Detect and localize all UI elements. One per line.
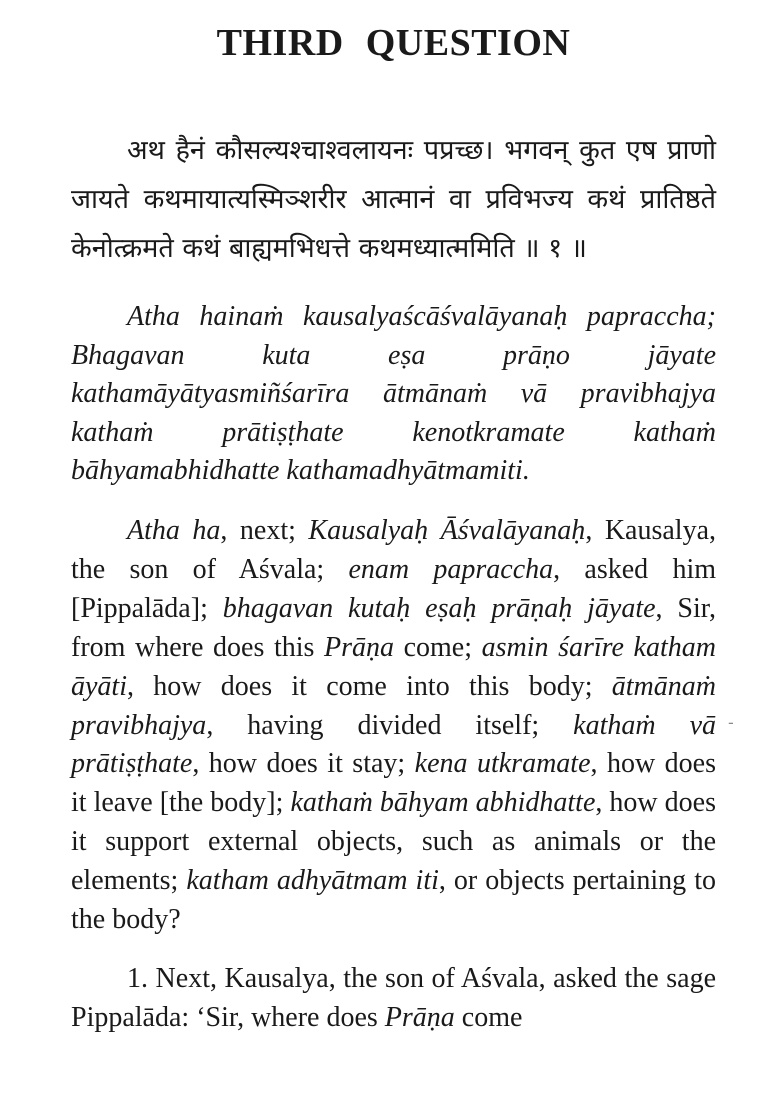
commentary-gloss: come; (394, 631, 482, 663)
commentary-gloss: , asked him [Pippalāda]; (71, 553, 716, 624)
commentary-gloss: , next; (220, 514, 309, 546)
commentary-gloss: , or objects pertaining to the body? (71, 865, 717, 936)
margin-mark: - (728, 713, 734, 732)
commentary-term: kathaṁ vā prātiṣṭhate (71, 709, 716, 780)
commentary-term: enam papraccha (348, 553, 554, 585)
sanskrit-verse: अथ हैनं कौसल्यश्चाश्वलायनः पप्रच्छ। भगवन् कुत एष प्राणो जायते कथमायात्यस्मिञ्शरीर आत्मानं वा प्रविभज्य कथं प्रातिष्ठते केनोत्क्रमते कथं बाह्यमभिधत्ते कथमध्यात्ममिति ॥ १ ॥ (71, 135, 716, 264)
translation-text: 1. Next, Kausalya, the son of Aśvala, asked the sage Pippalāda: ‘Sir, where does (71, 962, 716, 1033)
title-word-question: QUESTION (365, 22, 571, 64)
commentary-term: asmin śarīre katham āyāti (71, 631, 716, 702)
document-page (71, 0, 716, 1038)
commentary-term: bhagavan kutaḥ eṣaḥ prāṇaḥ jāyate (222, 592, 656, 624)
commentary-term: Atha ha (127, 514, 221, 546)
verse-transliteration: Atha hainaṁ kausalyaścāśvalāyanaḥ papraccha; Bhagavan kuta eṣa prāṇo jāyate kathamāyātyasmiñśarīra ātmānaṁ vā pravibhajya kathaṁ prātiṣṭhate kenotkramate kathaṁ bāhyamabhidhatte kathamadhyātmamiti. (71, 301, 716, 487)
commentary-term: kathaṁ bāhyam abhidhatte (290, 787, 596, 819)
title-word-third: THIRD (216, 22, 344, 64)
commentary-gloss: , having divided itself; (206, 709, 574, 741)
translation-term: Prāṇa (384, 1001, 455, 1033)
commentary-term: ātmānaṁ pravibhajya (71, 670, 716, 741)
commentary-gloss: , Sir, from where does this (71, 592, 716, 663)
commentary-gloss: , Kausalya, the son of Aśvala; (71, 514, 716, 585)
commentary-term: kena utkramate (414, 748, 591, 780)
commentary-gloss: , how does it support external objects, such as animals or the elements; (71, 787, 717, 897)
commentary-gloss: , how does it stay; (192, 748, 415, 780)
word-by-word-commentary (71, 512, 716, 940)
commentary-gloss: , how does it leave [the body]; (71, 748, 716, 819)
commentary-term: Prāṇa (324, 631, 394, 663)
verse-translation (71, 960, 716, 1038)
commentary-term: katham adhyātmam iti (186, 865, 439, 897)
translation-text-end: come (454, 1001, 523, 1033)
commentary-term: Kausalyaḥ Āśvalāyanaḥ (308, 514, 586, 546)
page-title (71, 0, 716, 68)
commentary-gloss: , how does it come into this body; (127, 670, 612, 702)
